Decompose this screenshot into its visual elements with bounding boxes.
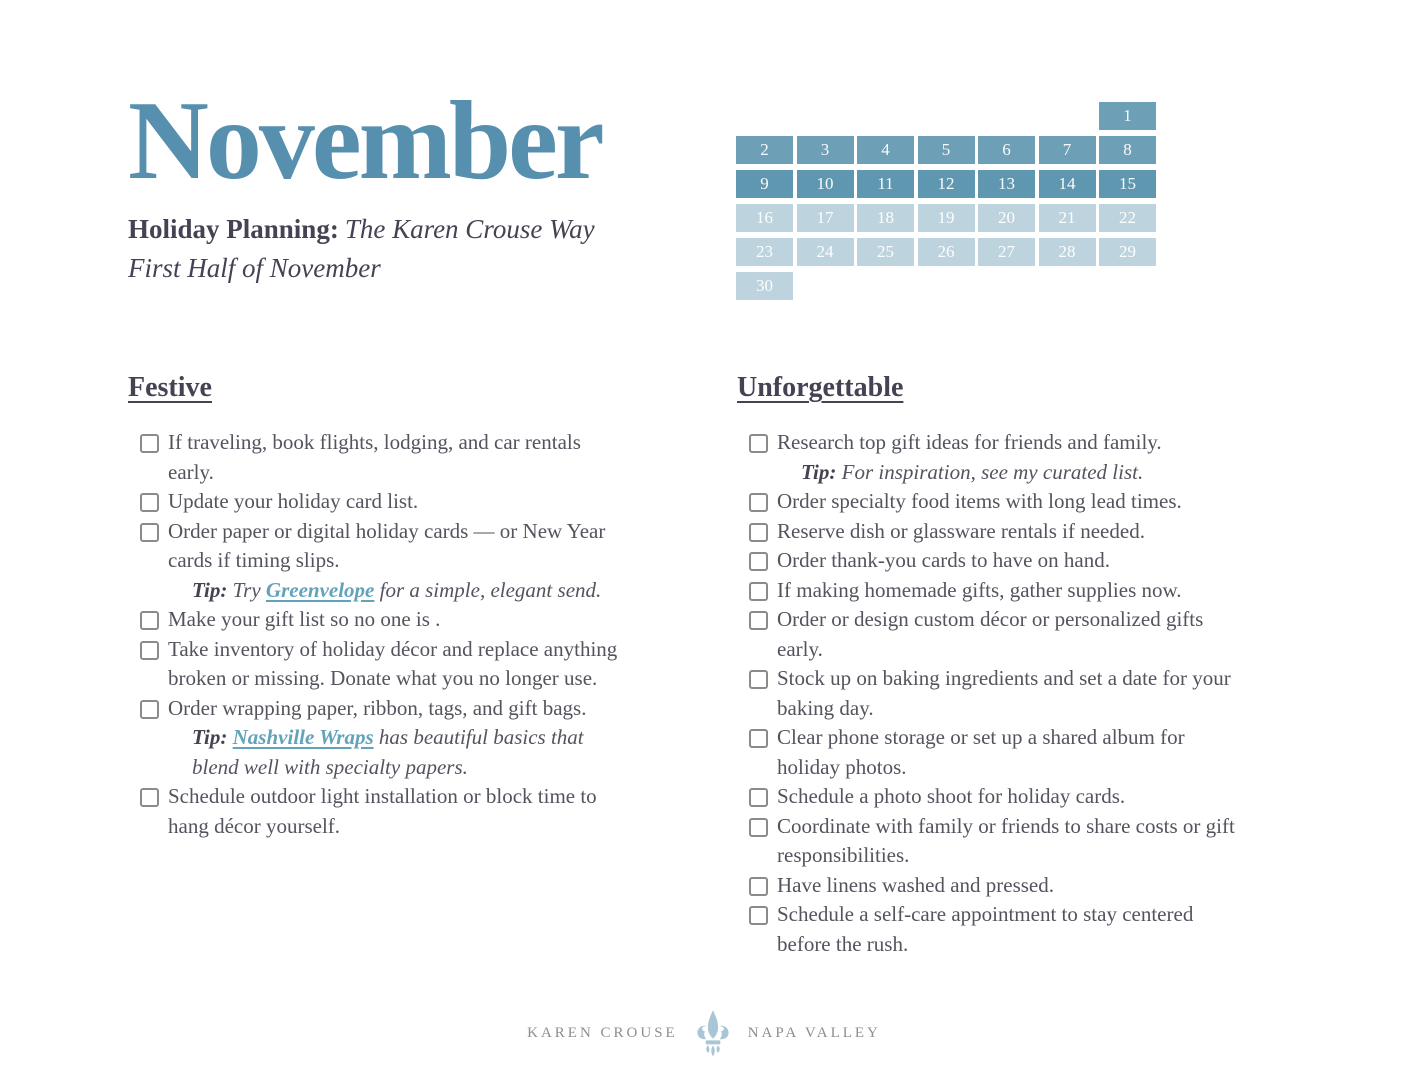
checkbox[interactable] [749, 670, 768, 689]
item-text: Order specialty food items with long lead times. [777, 489, 1182, 513]
checklist-item [737, 546, 1237, 576]
checklist-items [737, 428, 1237, 959]
calendar-day-1: 1 [1099, 102, 1156, 130]
calendar-day-3: 3 [797, 136, 854, 164]
calendar-day-18: 18 [857, 204, 914, 232]
checklist-item [737, 782, 1237, 812]
checklist-item [128, 694, 628, 783]
item-text: Order or design custom décor or personalized gifts early. [777, 607, 1204, 661]
calendar-day-26: 26 [918, 238, 975, 266]
item-text: Have linens washed and pressed. [777, 872, 1054, 897]
checkbox[interactable] [140, 641, 159, 660]
checklist-column [128, 372, 628, 841]
subtitle-bold: Holiday Planning: [128, 214, 339, 245]
tip-link[interactable]: Greenvelope [265, 577, 375, 602]
calendar-day-12: 12 [918, 170, 975, 198]
tip: Tip: For inspiration, see my curated list. [801, 459, 1144, 484]
item-text: Order thank-you cards to have on hand. [777, 548, 1110, 572]
calendar [736, 102, 1156, 300]
calendar-day-23: 23 [736, 238, 793, 266]
subtitle [128, 210, 728, 249]
tip-link[interactable]: Nashville Wraps [232, 725, 374, 749]
calendar-day-14: 14 [1039, 170, 1096, 198]
item-text: Coordinate with family or friends to share costs or gift responsibilities. [777, 813, 1235, 867]
item-text: Schedule outdoor light installation or block time to hang décor yourself. [168, 784, 597, 838]
footer-brand-right: NAPA VALLEY [747, 1024, 881, 1041]
calendar-day-13: 13 [978, 170, 1035, 198]
item-text: Stock up on baking ingredients and set a date for your baking day. [777, 666, 1231, 720]
footer-brand-left: KAREN CROUSE [527, 1024, 678, 1041]
calendar-day-10: 10 [797, 170, 854, 198]
checklist-item [128, 635, 628, 694]
checklist-item [737, 605, 1237, 664]
calendar-day-19: 19 [918, 204, 975, 232]
checkbox[interactable] [749, 729, 768, 748]
fleur-de-lis-icon [696, 1007, 730, 1059]
checkbox[interactable] [749, 611, 768, 630]
checkbox[interactable] [140, 611, 159, 630]
item-text: Clear phone storage or set up a shared album for holiday photos. [777, 725, 1185, 779]
checklist-item [737, 487, 1237, 517]
item-text: Schedule a self-care appointment to stay centered before the rush. [777, 902, 1194, 956]
item-text: If traveling, book flights, lodging, and car rentals early. [168, 430, 581, 484]
checkbox[interactable] [749, 818, 768, 837]
calendar-day-2: 2 [736, 136, 793, 164]
checklist-item [737, 428, 1237, 487]
checkbox[interactable] [140, 434, 159, 453]
tip: Tip: Nashville Wraps has beautiful basics that blend well with specialty papers. [192, 725, 584, 779]
subtitle-italic: The Karen Crouse Way [344, 214, 595, 245]
tip-label: Tip: [801, 459, 842, 484]
calendar-day-4: 4 [857, 136, 914, 164]
checkbox[interactable] [140, 788, 159, 807]
tip: Tip: Try Greenvelope for a simple, elegant send. [192, 577, 602, 602]
column-heading-unforgettable: Unforgettable [737, 372, 904, 403]
calendar-day-29: 29 [1099, 238, 1156, 266]
calendar-day-22: 22 [1099, 204, 1156, 232]
checklist-item [737, 871, 1237, 901]
checkbox[interactable] [749, 493, 768, 512]
checklist-item [737, 900, 1237, 959]
calendar-day-27: 27 [978, 238, 1035, 266]
checklist-item [737, 576, 1237, 606]
checklist-item [128, 782, 628, 841]
column-heading-festive: Festive [128, 372, 212, 403]
checkbox[interactable] [749, 552, 768, 571]
checklist-item [737, 664, 1237, 723]
checklist-item [128, 428, 628, 487]
checklist-item [737, 812, 1237, 871]
item-text: If making homemade gifts, gather supplies now. [777, 577, 1182, 602]
calendar-day-11: 11 [857, 170, 914, 198]
checklist-item [128, 487, 628, 517]
calendar-day-8: 8 [1099, 136, 1156, 164]
item-text: Update your holiday card list. [168, 489, 419, 513]
checkbox[interactable] [749, 434, 768, 453]
checkbox[interactable] [140, 523, 159, 542]
item-text: Schedule a photo shoot for holiday cards. [777, 784, 1126, 808]
checkbox[interactable] [140, 700, 159, 719]
tip-label: Tip: [192, 577, 233, 602]
calendar-day-6: 6 [978, 136, 1035, 164]
checklist-item [128, 517, 628, 606]
item-text: Order paper or digital holiday cards — or New Year cards if timing slips. [168, 518, 606, 572]
calendar-day-7: 7 [1039, 136, 1096, 164]
checkbox[interactable] [749, 788, 768, 807]
checkbox[interactable] [749, 906, 768, 925]
checkbox[interactable] [749, 582, 768, 601]
checklist-item [737, 517, 1237, 547]
checklist-items [128, 428, 628, 841]
checklist-item [128, 605, 628, 635]
calendar-day-16: 16 [736, 204, 793, 232]
calendar-day-21: 21 [1039, 204, 1096, 232]
checklist-item [737, 723, 1237, 782]
header [128, 79, 728, 288]
item-text: Take inventory of holiday décor and replace anything broken or missing. Donate what you no longer use. [168, 636, 618, 690]
calendar-day-30: 30 [736, 272, 793, 300]
item-text: Make your gift list so no one is . [168, 607, 441, 631]
calendar-day-20: 20 [978, 204, 1035, 232]
item-text: Order wrapping paper, ribbon, tags, and gift bags. [168, 695, 587, 720]
calendar-day-17: 17 [797, 204, 854, 232]
calendar-day-15: 15 [1099, 170, 1156, 198]
checklist-column [737, 372, 1237, 959]
checkbox[interactable] [140, 493, 159, 512]
tip-label: Tip: [192, 725, 233, 749]
checkbox[interactable] [749, 523, 768, 542]
footer [0, 1003, 1408, 1063]
calendar-day-5: 5 [918, 136, 975, 164]
calendar-day-24: 24 [797, 238, 854, 266]
calendar-day-9: 9 [736, 170, 793, 198]
subtitle-line2: First Half of November [128, 253, 381, 284]
checkbox[interactable] [749, 877, 768, 896]
page-title: November [128, 79, 602, 203]
item-text: Reserve dish or glassware rentals if needed. [777, 518, 1145, 543]
calendar-day-28: 28 [1039, 238, 1096, 266]
calendar-day-25: 25 [857, 238, 914, 266]
item-text: Research top gift ideas for friends and family. [777, 430, 1162, 454]
